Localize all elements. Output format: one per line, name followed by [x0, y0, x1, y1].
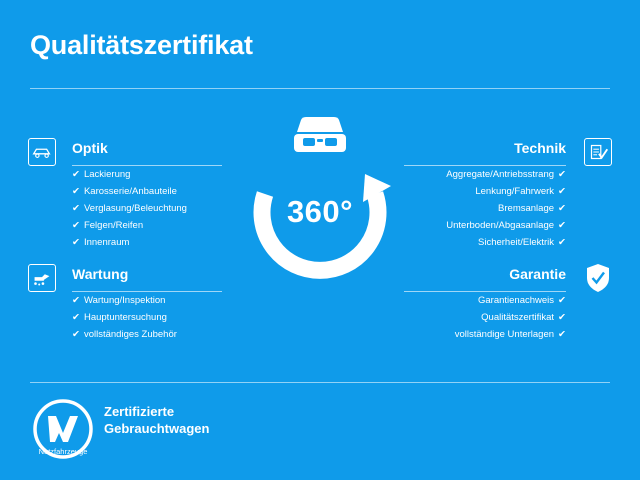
list-item	[404, 326, 566, 343]
title-divider	[30, 88, 610, 89]
section-divider	[72, 291, 222, 292]
check-icon: ✔	[558, 237, 566, 248]
section-title-garantie: Garantie	[509, 266, 566, 282]
brand-subtitle: Nutzfahrzeuge	[38, 447, 88, 456]
section-optik	[72, 140, 222, 251]
check-icon: ✔	[558, 312, 566, 323]
check-icon: ✔	[72, 329, 80, 340]
list-item	[404, 292, 566, 309]
oil-can-icon	[28, 264, 56, 292]
list-item	[72, 217, 222, 234]
list-item	[72, 326, 222, 343]
list-item-label: Karosserie/Anbauteile	[83, 186, 177, 197]
list-item-label: Sicherheit/Elektrik	[478, 237, 555, 248]
list-item	[72, 234, 222, 251]
list-item-label: Verglasung/Beleuchtung	[83, 203, 187, 214]
list-item-label: vollständige Unterlagen	[454, 329, 555, 340]
check-badge	[239, 108, 401, 286]
list-item-label: Aggregate/Antriebsstrang	[446, 169, 555, 180]
list-item	[404, 309, 566, 326]
svg-text:Gebrauchtwagen-Check	[264, 232, 377, 276]
footer-line-1: Zertifizierte	[104, 404, 175, 419]
section-technik	[404, 140, 566, 251]
check-icon: ✔	[558, 220, 566, 231]
check-icon: ✔	[72, 169, 80, 180]
check-icon: ✔	[72, 237, 80, 248]
list-item	[72, 292, 222, 309]
list-item	[404, 166, 566, 183]
badge-curved-label: Gebrauchtwagen-Check	[263, 232, 377, 277]
section-wartung	[72, 266, 222, 343]
list-item	[72, 183, 222, 200]
list-item-label: Hauptuntersuchung	[83, 312, 167, 323]
list-item-label: Qualitätszertifikat	[481, 312, 555, 323]
list-item-label: Innenraum	[83, 237, 130, 248]
list-item-label: Garantienachweis	[477, 295, 555, 306]
check-icon: ✔	[72, 186, 80, 197]
checklist-icon	[584, 138, 612, 166]
check-icon: ✔	[558, 169, 566, 180]
list-item-label: Lackierung	[83, 169, 131, 180]
list-item	[404, 217, 566, 234]
check-icon: ✔	[72, 295, 80, 306]
section-garantie	[404, 266, 566, 343]
check-icon: ✔	[72, 220, 80, 231]
check-icon: ✔	[558, 203, 566, 214]
list-item-label: Unterboden/Abgasanlage	[446, 220, 555, 231]
list-item-label: Bremsanlage	[498, 203, 555, 214]
check-icon: ✔	[72, 312, 80, 323]
list-item	[404, 234, 566, 251]
section-title-technik: Technik	[514, 140, 566, 156]
list-item	[72, 200, 222, 217]
footer-tagline	[104, 403, 209, 437]
check-icon: ✔	[72, 203, 80, 214]
car-side-icon	[28, 138, 56, 166]
list-item-label: vollständiges Zubehör	[83, 329, 177, 340]
check-icon: ✔	[558, 329, 566, 340]
list-item	[72, 166, 222, 183]
section-divider	[404, 165, 566, 166]
shield-check-icon	[584, 262, 612, 294]
check-icon: ✔	[558, 295, 566, 306]
section-title-optik: Optik	[72, 140, 108, 156]
check-icon: ✔	[558, 186, 566, 197]
footer-line-2: Gebrauchtwagen	[104, 421, 210, 436]
section-divider	[72, 165, 222, 166]
section-divider	[404, 291, 566, 292]
list-item	[72, 309, 222, 326]
section-title-wartung: Wartung	[72, 266, 129, 282]
list-item	[404, 183, 566, 200]
list-item-label: Felgen/Reifen	[83, 220, 144, 231]
footer-divider	[30, 382, 610, 383]
list-item	[404, 200, 566, 217]
list-item-label: Wartung/Inspektion	[83, 295, 166, 306]
list-item-label: Lenkung/Fahrwerk	[475, 186, 555, 197]
page-title: Qualitätszertifikat	[30, 30, 253, 60]
badge-degrees: 360°	[286, 194, 354, 229]
